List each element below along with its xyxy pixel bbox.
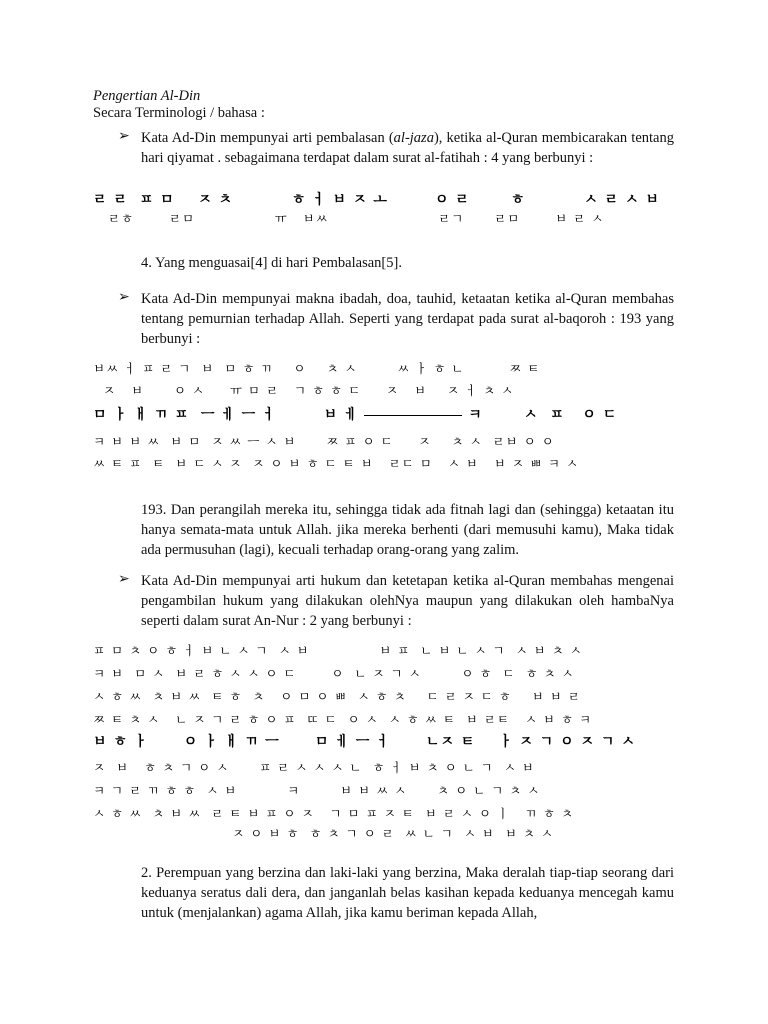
arabic-verse-3-line-7: ㅋ ㄱ ㄹ ㄲ ㅎ ㅎ ㅅ ㅂ ㅋ ㅂ ㅂ ㅆ ㅅ ㅊ ㅇ ㄴ ㄱ ㅊ ㅅ (93, 783, 541, 798)
arabic-verse-2-line-3 (93, 408, 617, 423)
section-1-text-after: ), ketika al-Quran membicarakan tentang hari qiyamat . sebagaimana terdapat dalam surat al-fatihah : 4 yang berbunyi : (141, 130, 674, 166)
verse-underline (364, 415, 462, 416)
section-1-translation: 4. Yang menguasai[4] di hari Pembalasan[5]. (141, 255, 402, 271)
section-2-paragraph: Kata Ad-Din mempunyai makna ibadah, doa, tauhid, ketaatan ketika al-Quran membahas tentang pemurnian terhadap Allah. Seperti yang terdapat pada surat al-baqoroh : 193 yang berbunyi : (141, 291, 674, 347)
arabic-verse-3-line-8: ㅅ ㅎ ㅆ ㅊ ㅂ ㅆ ㄹ ㅌ ㅂ ㅍ ㅇ ㅈ ㄱ ㅁ ㅍ ㅈ ㅌ ㅂ ㄹ ㅅ ㅇ ㅣ ㄲ ㅎ ㅊ (93, 806, 575, 821)
section-2-translation: 193. Dan perangilah mereka itu, sehingga tidak ada fitnah lagi dan (sehingga) ketaatan itu hanya semata-mata untuk Allah. jika mereka berhenti (dari memusuhi kamu), Maka tidak ada permusuhan (lagi), kecuali terhadap orang-orang yang zalim. (141, 502, 674, 558)
arabic-verse-2-line-4: ㅋ ㅂ ㅂ ㅆ ㅂ ㅁ ㅈ ㅆ ㅡ ㅅ ㅂ ㅉ ㅍ ㅇ ㄷ ㅈ ㅊ ㅅ ㄹㅂ ㅇ ㅇ (93, 434, 555, 449)
section-3-paragraph: Kata Ad-Din mempunyai arti hukum dan ketetapan ketika al-Quran membahas mengenai pengambilan hukum yang dilakukan olehNya maupun yang dilakukan oleh hambaNya seperti dalam surat An-Nur : 2 yang berbunyi : (141, 573, 674, 629)
section-1-italic-term: al-jaza (393, 130, 434, 146)
bullet-arrow-icon: ➢ (118, 290, 130, 305)
section-1-text-before: Kata Ad-Din mempunyai arti pembalasan ( (141, 130, 394, 146)
arabic-verse-3-line-9: ㅈ ㅇ ㅂ ㅎ ㅎ ㅊ ㄱ ㅇ ㄹ ㅆ ㄴ ㄱ ㅅ ㅂ ㅂ ㅊ ㅅ (93, 826, 554, 841)
arabic-verse-3-line-3: ㅅ ㅎ ㅆ ㅊ ㅂ ㅆ ㅌ ㅎ ㅊ ㅇ ㅁ ㅇ ㅃ ㅅ ㅎ ㅊ ㄷ ㄹ ㅈ ㄷ ㅎ ㅂ ㅂ ㄹ (93, 689, 581, 704)
arabic-verse-1-line-1: ㄹ ㄹ ㅍ ㅁ ㅈ ㅊ ㅎ ㅓ ㅂ ㅈ ㅗ ㅇ ㄹ ㅎ ㅅ ㄹ ㅅ ㅂ (93, 192, 660, 208)
arabic-verse-3-line-2: ㅋ ㅂ ㅁ ㅅ ㅂ ㄹ ㅎ ㅅ ㅅ ㅇ ㄷ ㅇ ㄴ ㅈ ㄱ ㅅ ㅇ ㅎ ㄷ ㅎ ㅊ ㅅ (93, 666, 575, 681)
arabic-verse-2-line-5: ㅆ ㅌ ㅍ ㅌ ㅂ ㄷ ㅅ ㅈ ㅈ ㅇ ㅂ ㅎ ㄷ ㅌ ㅂ ㄹㄷ ㅁ ㅅ ㅂ ㅂ ㅈ ㅃ ㅋ ㅅ (93, 456, 580, 471)
document-subtitle: Secara Terminologi / bahasa : (93, 105, 265, 121)
arabic-verse-2-line-1: ㅂㅆ ㅓ ㅍ ㄹ ㄱ ㅂ ㅁ ㅎ ㄲ ㅇ ㅊ ㅅ ㅆ ㅏ ㅎ ㄴ ㅉ ㅌ (93, 361, 541, 376)
document-title: Pengertian Al-Din (93, 88, 201, 104)
section-3-translation: 2. Perempuan yang berzina dan laki-laki yang berzina, Maka deralah tiap-tiap seorang dari keduanya seratus dali dera, dan janganlah belas kasihan kepada keduanya mencegah kamu untuk (menjalankan) agama Allah, jika kamu beriman kepada Allah, (141, 865, 674, 921)
arabic-verse-3-line-6: ㅈ ㅂ ㅎ ㅊ ㄱ ㅇ ㅅ ㅍ ㄹ ㅅ ㅅ ㅅ ㄴ ㅎ ㅓ ㅂ ㅊ ㅇ ㄴ ㄱ ㅅ ㅂ (93, 760, 535, 775)
bullet-arrow-icon: ➢ (118, 129, 130, 144)
arabic-verse-3-line-1: ㅍ ㅁ ㅊ ㅇ ㅎ ㅓ ㅂ ㄴ ㅅ ㄱ ㅅ ㅂ ㅂ ㅍ ㄴ ㅂ ㄴ ㅅ ㄱ ㅅ ㅂ ㅊ ㅅ (93, 643, 583, 658)
arabic-verse-1-line-2: ㄹㅎ ㄹㅁ ㅠ ㅂㅆ ㄹㄱ ㄹㅁ ㅂ ㄹ ㅅ (93, 211, 605, 226)
arabic-verse-2-line-3-text: ㅁ ㅏ ㅐ ㄲ ㅍ ㅡ ㅔ ㅡ ㅓ ㅂ ㅔ ㅋ ㅅ ㅍ ㅇ ㄷ (93, 407, 618, 423)
arabic-verse-3-line-4: ㅉ ㅌ ㅊ ㅅ ㄴ ㅈ ㄱ ㄹ ㅎ ㅇ ㅍ ㄸ ㄷ ㅇ ㅅ ㅅ ㅎ ㅆ ㅌ ㅂ ㄹㅌ ㅅ ㅂ ㅎ ㅋ (93, 712, 593, 727)
section-1-paragraph (141, 128, 674, 168)
arabic-verse-2-line-2: ㅈ ㅂ ㅇ ㅅ ㅠ ㅁ ㄹ ㄱ ㅎ ㅎ ㄷ ㅈ ㅂ ㅈ ㅓ ㅊ ㅅ (93, 383, 515, 398)
arabic-verse-3-line-5: ㅂ ㅎ ㅏ ㅇ ㅏ ㅐ ㄲ ㅡ ㅁ ㅔ ㅡ ㅓ ㄴㅈ ㅌ ㅏ ㅈ ㄱ ㅇ ㅈ ㄱ ㅅ (93, 734, 636, 750)
bullet-arrow-icon: ➢ (118, 572, 130, 587)
